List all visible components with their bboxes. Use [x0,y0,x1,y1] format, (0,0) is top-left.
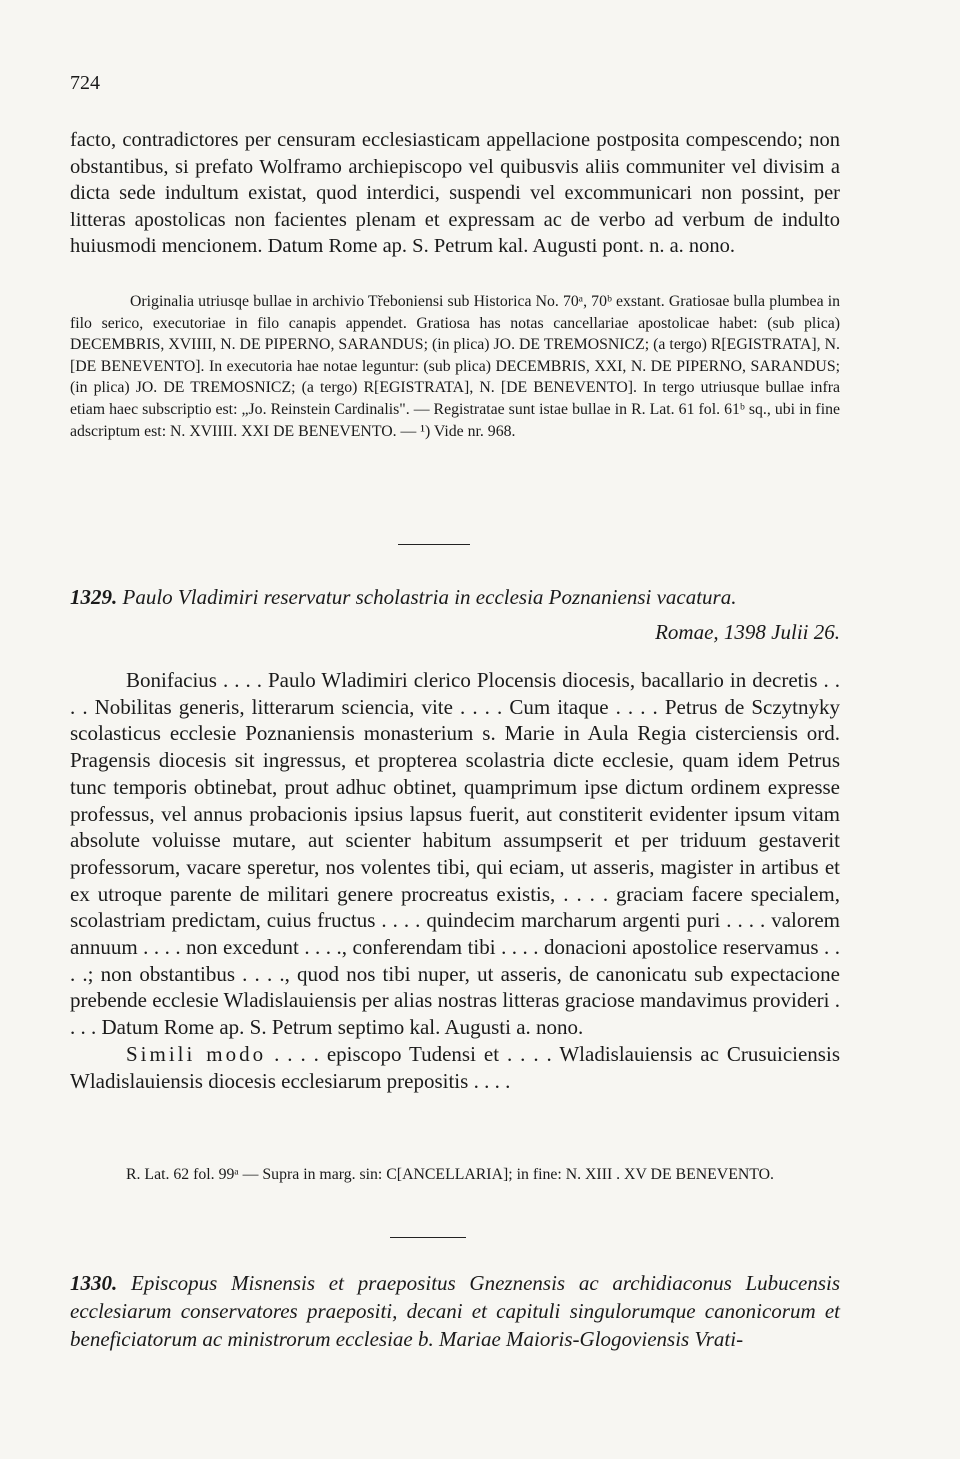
editorial-note-1 [70,291,840,442]
entry-1329-note-text: R. Lat. 62 fol. 99ᵃ — Supra in marg. sin: C[ANCELLARIA]; in fine: N. XIII . XV DE BENEVENTO. [126,1166,774,1183]
continuation-text: facto, contradictores per censuram ecclesiasticam appellacione postposita compescendo; non obstantibus, si prefato Wolframo archiepiscopo vel quibusvis aliis communiter vel divisim a dicta sede indultum existat, quod interdici, suspendi vel excommunicari non possint, per litteras apostolicas non facientes plenam et expressam ac de verbo ad verbum de indulto huiusmodi mencionem. Datum Rome ap. S. Petrum kal. Augusti pont. n. a. nono. [70,129,840,258]
simili-modo-lead: Simili modo [126,1041,267,1066]
section-divider-2 [390,1237,466,1238]
entry-1329-simili [70,1041,840,1094]
entry-1329-place-date: Romae, 1398 Julii 26. [655,620,840,644]
page-number: 724 [70,72,100,94]
entry-1330-heading [70,1269,840,1353]
entry-1329-number: 1329. [70,585,118,609]
editorial-note-1-text: Originalia utriusqe bullae in archivio Třeboniensi sub Historica No. 70ᵃ, 70ᵇ exstant. Gratiosae bulla plumbea in filo serico, executoriae in filo canapis appendet. Gratiosa has notas cancellariae apostolicae habet: (sub plica) DECEMBRIS, XVIIII, N. DE PIPERNO, SARANDUS; (in plica) JO. DE TREMOSNICZ; (a tergo) R[EGISTRATA], N. [DE BENEVENTO]. In executoria hae notae leguntur: (sub plica) DECEMBRIS, XXI, N. DE PIPERNO, SARANDUS; (in plica) JO. DE TREMOSNICZ; (a tergo) R[EGISTRATA], N. [DE BENEVENTO]. In tergo utriusque bullae infra etiam haec subscriptio est: „Jo. Reinstein Cardinalis". — Registratae sunt istae bullae in R. Lat. 61 fol. 61ᵇ sq., ubi in fine adscriptum est: N. XVIIII. XXI DE BENEVENTO. — ¹) Vide nr. 968. [70,293,840,440]
entry-1329-title: Paulo Vladimiri reservatur scholastria in ecclesia Poznaniensi vacatura. [122,585,737,609]
section-divider-1 [398,544,470,545]
entry-1329-note [70,1164,840,1186]
simili-modo-rest: . . . . episcopo Tudensi et . . . . Wladislauiensis ac Crusuiciensis Wladislauiensis diocesis ecclesiarum prepositis . . . . [70,1041,840,1093]
entry-1329-heading [70,583,840,611]
entry-1330-title: Episcopus Misnensis et praepositus Gneznensis ac archidiaconus Lubucensis ecclesiarum conservatores praepositi, decani et capituli singulorumque canonicorum et beneficiatorum ac ministrorum ecclesiae b. Mariae Maioris-Glogoviensis Vrati- [70,1271,840,1351]
entry-1330-number: 1330. [70,1271,118,1295]
entry-1329-body [70,667,840,1094]
entry-1329-text: Bonifacius . . . . Paulo Wladimiri clerico Plocensis diocesis, bacallario in decretis . . . . Nobilitas generis, litterarum sciencia, vite . . . . Cum itaque . . . . Petrus de Sczytnyky scolasticus ecclesie Poznaniensis monasterium s. Marie in Aula Regia cisterciensis ord. Pragensis diocesis sit ingressus, et propterea scolastria dicte ecclesie, quam idem Petrus tunc temporis obtinebat, prout adhuc obtinet, quamprimum ipse dictum ordinem expresse professus, vel annus probacionis ipsius lapsus fuerit, aut constiterit evidenter ipsum vitam absolute voluisse mutare, aut scienter habitum assumpserit et per triduum gestaverit professorum, vacare speretur, nos volentes tibi, qui eciam, ut asseris, magister in artibus et ex utroque parente de militari genere procreatus existis, . . . . graciam facere specialem, scolastriam predictam, cuius fructus . . . . quindecim marcharum argenti puri . . . . valorem annuum . . . . non excedunt . . . ., conferendam tibi . . . . donacioni apostolice reservamus . . . .; non obstantibus . . . ., quod nos tibi nuper, ut asseris, de canonicatu sub expectacione prebende ecclesie Wladislauiensis per alias nostras litteras graciose mandavimus provideri . . . . Datum Rome ap. S. Petrum septimo kal. Augusti a. nono. [70,668,840,1040]
continuation-paragraph [70,127,840,260]
